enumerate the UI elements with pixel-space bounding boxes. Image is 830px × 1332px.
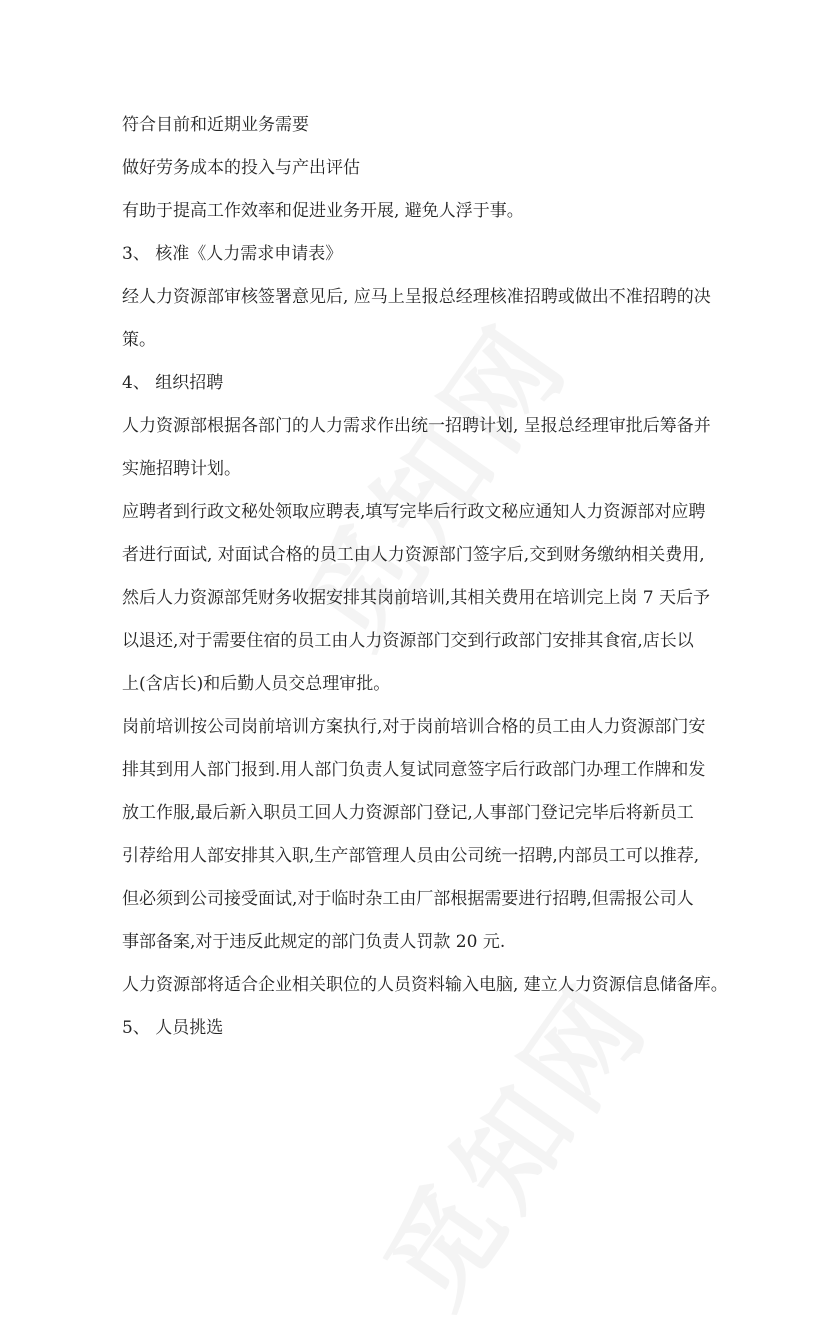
section-heading: 3、 核准《人力需求申请表》 [122, 244, 343, 264]
document-body [122, 104, 742, 1050]
text-line: 实施招聘计划。 [122, 459, 241, 479]
text-line: 事部备案,对于违反此规定的部门负责人罚款 20 元. [122, 932, 506, 952]
text-line: 然后人力资源部凭财务收据安排其岗前培训,其相关费用在培训完上岗 7 天后予 [122, 588, 711, 608]
text-line: 岗前培训按公司岗前培训方案执行,对于岗前培训合格的员工由人力资源部门安 [122, 717, 706, 737]
text-line: 策。 [122, 330, 156, 350]
section-heading: 5、 人员挑选 [122, 1018, 224, 1038]
text-line: 排其到用人部门报到.用人部门负责人复试同意签字后行政部门办理工作牌和发 [122, 760, 706, 780]
text-line: 放工作服,最后新入职员工回人力资源部门登记,人事部门登记完毕后将新员工 [122, 803, 694, 823]
text-line: 符合目前和近期业务需要 [122, 115, 309, 135]
text-line: 经人力资源部审核签署意见后, 应马上呈报总经理核准招聘或做出不准招聘的决 [122, 287, 711, 307]
text-line: 以退还,对于需要住宿的员工由人力资源部门交到行政部门安排其食宿,店长以 [122, 631, 694, 651]
text-line: 做好劳务成本的投入与产出评估 [122, 158, 360, 178]
text-line: 有助于提高工作效率和促进业务开展, 避免人浮于事。 [122, 201, 524, 221]
text-line: 但必须到公司接受面试,对于临时杂工由厂部根据需要进行招聘,但需报公司人 [122, 889, 694, 909]
text-line: 人力资源部将适合企业相关职位的人员资料输入电脑, 建立人力资源信息储备库。 [122, 975, 728, 995]
text-line: 人力资源部根据各部门的人力需求作出统一招聘计划, 呈报总经理审批后筹备并 [122, 416, 711, 436]
text-line: 应聘者到行政文秘处领取应聘表,填写完毕后行政文秘应通知人力资源部对应聘 [122, 502, 706, 522]
text-line: 引荐给用人部安排其入职,生产部管理人员由公司统一招聘,内部员工可以推荐, [122, 846, 700, 866]
text-line: 上(含店长)和后勤人员交总理审批。 [122, 674, 391, 694]
text-line: 者进行面试, 对面试合格的员工由人力资源部门签字后,交到财务缴纳相关费用, [122, 545, 705, 565]
section-heading: 4、 组织招聘 [122, 373, 224, 393]
